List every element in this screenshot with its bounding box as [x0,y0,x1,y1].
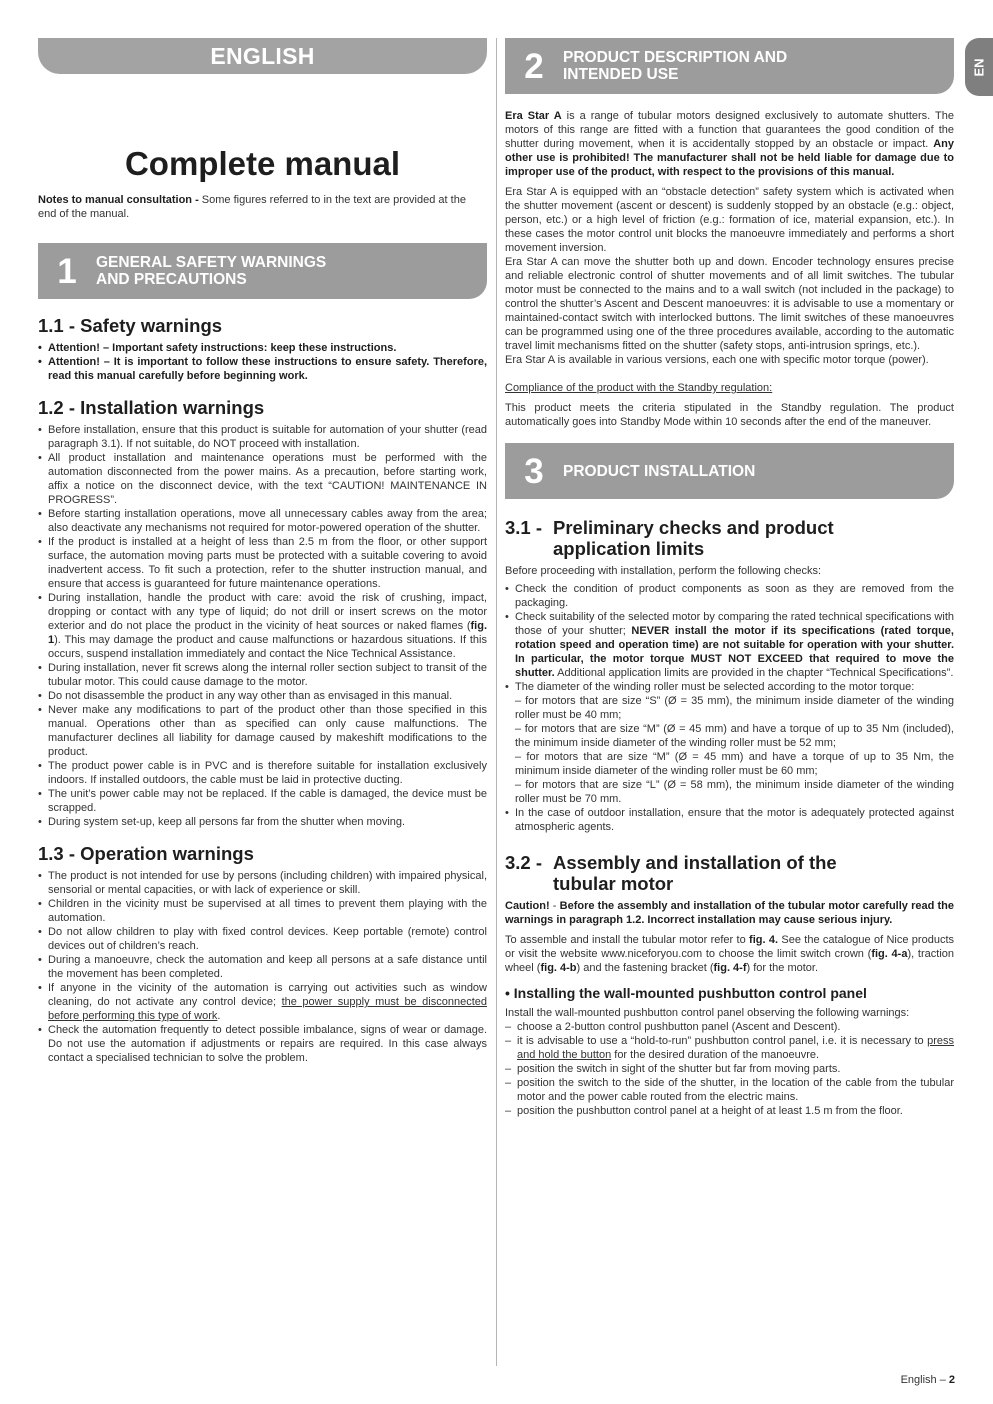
list-item: – position the pushbutton control panel at a height of at least 1.5 m from the floor. [505,1104,954,1118]
list-item: • If anyone in the vicinity of the automation is carrying out activities such as window cleaning, do not activate any control device; the power supply must be disconnected before performing this type of work. [38,981,487,1023]
heading-3-1: 3.1 - Preliminary checks and product application limits [505,517,834,559]
versions-paragraph: Era Star A is available in various versions, each one with specific motor torque (power). [505,354,929,366]
list-item: • Attention! – It is important to follow these instructions to ensure safety. Therefore, read this manual carefully before beginning work. [38,355,487,383]
description-paragraph: Era Star A is a range of tubular motors designed exclusively to automate shutters. The motors of this range are fitted with a function that guarantees the good condition of the shutter during movement, when it is accidentally stopped by an obstacle or impact. Any other use is prohibited! The manufacturer shall not be held liable for damage due to improper use of the product, with respect to the provisions of this manual. [505,110,954,178]
list-item: • Before installation, ensure that this product is suitable for automation of your shutter (read paragraph 3.1). If not suitable, do NOT proceed with installation. [38,423,487,451]
compliance-text: This product meets the criteria stipulated in the Standby regulation. The product automatically goes into Standby Mode within 10 seconds after the end of the maneuver. [505,402,954,428]
assembly-paragraph: To assemble and install the tubular motor refer to fig. 4. See the catalogue of Nice products or visit the website www.niceforyou.com to choose the limit switch crown (fig. 4-a), traction wheel (fig. 4-b) and the fastening bracket (fig. 4-f) for the motor. [505,934,954,974]
list-item: • Never make any modifications to part of the product other than those specified in this manual. Operations other than as specified can only cause malfunctions. The manufacturer declines all liability for damage caused by makeshift modifications to the product. [38,703,487,759]
installation-warnings-list [38,423,487,829]
list-item: • If the product is installed at a height of less than 2.5 m from the floor, or other support surface, the automation moving parts must be protected with a suitable covering to avoid inadvertent access. To fit such a protection, refer to the shutter instruction manual, and ensure that access is guaranteed for future maintenance operations. [38,535,487,591]
operation-warnings-list [38,869,487,1065]
obstacle-paragraph: Era Star A is equipped with an “obstacle detection” safety system which is activated when the shutter movement (ascent or descent) is suddenly stopped by an obstacle (e.g.: object, person, etc.) or a high level of friction (e.g.: formation of ice, material expansion, etc.). In these cases the motor control unit blocks the manoeuvre immediately and performs a short movement inversion. [505,186,954,254]
checks-intro: Before proceeding with installation, perform the following checks: [505,565,822,577]
heading-1-1: 1.1 - Safety warnings [38,315,223,336]
heading-3-2: 3.2 - Assembly and installation of the tubular motor [505,852,837,894]
section-3-header: 3 PRODUCT INSTALLATION [505,443,954,499]
page-footer: English – 2 [900,1374,955,1386]
list-item: • During system set-up, keep all persons far from the shutter when moving. [38,815,487,829]
heading-1-3: 1.3 - Operation warnings [38,843,254,864]
list-item: • Attention! – Important safety instructions: keep these instructions. [38,341,487,355]
list-item: • Check the condition of product components as soon as they are removed from the packaging. [505,582,954,610]
list-item: • Check suitability of the selected motor by comparing the rated technical specifications with those of your shutter; NEVER install the motor if its specifications (rated torque, rotation speed and operation time) are not suitable for operation with your shutter. In particular, the motor torque MUST NOT EXCEED that required to move the shutter. Additional application limits are provided in the chapter “Technical Specifications”. [505,610,954,680]
list-item: • The product power cable is in PVC and is therefore suitable for installation exclusively indoors. If installed outdoors, the cable must be laid in protective ducting. [38,759,487,787]
language-banner: ENGLISH [38,38,487,74]
right-column [505,38,954,1118]
list-item: • The product is not intended for use by persons (including children) with impaired physical, sensorial or mental capacities, or with lack of experience or skill. [38,869,487,897]
notes: Notes to manual consultation - Some figures referred to in the text are provided at the end of the manual. [38,194,466,220]
list-item: • In the case of outdoor installation, ensure that the motor is adequately protected against atmospheric agents. [505,806,954,834]
list-item: • Children in the vicinity must be supervised at all times to prevent them playing with the automation. [38,897,487,925]
pushbutton-intro: Install the wall-mounted pushbutton control panel observing the following warnings: [505,1007,910,1019]
list-item: • During installation, handle the product with care: avoid the risk of crushing, impact, dropping or contact with any type of liquid; do not drill or insert screws on the motor exterior and do not place the product in the vicinity of heat sources or naked flames (fig. 1). This may damage the product and cause malfunctions or hazardous situations. If this occurs, suspend installation immediately and contact the Nice Technical Assistance. [38,591,487,661]
encoder-paragraph: Era Star A can move the shutter both up and down. Encoder technology ensures precise and reliable electronic control of shutter movements and of all limit switches. The tubular motor must be connected to the mains and to a wall switch (not included in the package) to control the shutter’s Ascent and Descent manoeuvres: it is advisable to use a momentary or maintained-contact switch with interlocked buttons. The limit switches of these manoeuvres can be programmed using one of the three procedures available, according to the automatic travel limit mechanisms fitted on the shutter (safety stops, anti-intrusion springs, etc.). [505,256,954,352]
left-column [38,38,487,1065]
section-1-header: 1 GENERAL SAFETY WARNINGS AND PRECAUTIONS [38,243,487,299]
compliance-title: Compliance of the product with the Standby regulation: [505,382,773,394]
list-item: • The diameter of the winding roller must be selected according to the motor torque: – for motors that are size “S” (Ø = 35 mm), the minimum inside diameter of the winding roller must be 40 mm; – for motors that are size “M” (Ø = 45 mm) and have a torque of up to 35 Nm (included), the minimum inside diameter of the winding roller must be 52 mm; – for motors that are size “M” (Ø = 45 mm) and have a torque of up to 35 Nm, the minimum inside diameter of the winding roller must be 60 mm; – for motors that are size “L” (Ø = 58 mm), the minimum inside diameter of the winding roller must be 70 mm. [505,680,954,806]
pushbutton-heading: • Installing the wall-mounted pushbutton control panel [505,985,867,1001]
list-item: – position the switch in sight of the shutter but far from moving parts. [505,1062,954,1076]
section-2-header: 2 PRODUCT DESCRIPTION AND INTENDED USE [505,38,954,94]
list-item: – it is advisable to use a “hold-to-run” pushbutton control panel, i.e. it is necessary to press and hold the button for the desired duration of the manoeuvre. [505,1034,954,1062]
list-item: • All product installation and maintenance operations must be performed with the automation disconnected from the power mains. As a precaution, before starting work, affix a notice on the disconnect device, with the text “CAUTION! MAINTENANCE IN PROGRESS”. [38,451,487,507]
pushbutton-list [505,1020,954,1118]
list-item: • Before starting installation operations, move all unnecessary cables away from the area; also deactivate any mechanisms not required for motor-powered operation of the shutter. [38,507,487,535]
list-item: • Check the automation frequently to detect possible imbalance, signs of wear or damage. Do not use the automation if adjustments or repairs are required. In this case always contact a specialised technician to solve the problem. [38,1023,487,1065]
heading-1-2: 1.2 - Installation warnings [38,397,265,418]
page-title: Complete manual [124,145,401,182]
safety-warnings-list [38,341,487,383]
column-divider [496,38,497,1366]
list-item: • Do not allow children to play with fixed control devices. Keep portable (remote) control devices out of children’s reach. [38,925,487,953]
list-item: • Do not disassemble the product in any way other than as envisaged in this manual. [38,689,487,703]
caution-paragraph: Caution! - Before the assembly and installation of the tubular motor carefully read the warnings in paragraph 1.2. Incorrect installation may cause serious injury. [505,900,955,926]
checks-list [505,582,954,834]
list-item: • During a manoeuvre, check the automation and keep all persons at a safe distance until the movement has been completed. [38,953,487,981]
list-item: • The unit’s power cable may not be replaced. If the cable is damaged, the device must be scrapped. [38,787,487,815]
list-item: – position the switch to the side of the shutter, in the location of the cable from the tubular motor and the power cable routed from the electric mains. [505,1076,954,1104]
language-tab: EN [965,38,993,96]
list-item: – choose a 2-button control pushbutton panel (Ascent and Descent). [505,1020,954,1034]
list-item: • During installation, never fit screws along the internal roller section subject to transit of the tubular motor. This could cause damage to the motor. [38,661,487,689]
